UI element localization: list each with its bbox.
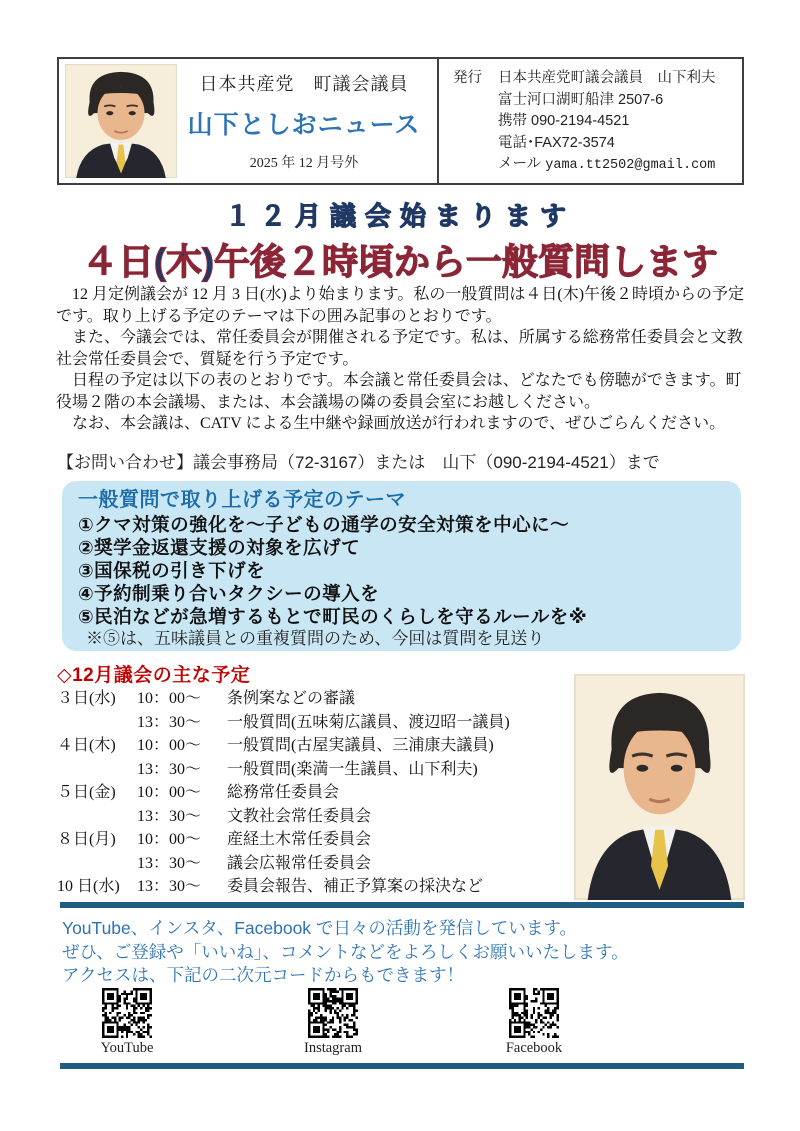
schedule-row — [57, 687, 557, 711]
body-paragraph: また、今議会では、常任委員会が開催される予定です。私は、所属する総務常任委員会と文教社会常任委員会で、質疑を行う予定です。 — [56, 329, 743, 368]
schedule-desc: 条例案などの審議 — [227, 690, 356, 707]
portrait-illustration — [574, 674, 745, 900]
newsletter-title: 山下としおニュース — [187, 111, 421, 139]
schedule-time: 13：30～ — [137, 807, 202, 825]
schedule-time: 13：30～ — [137, 760, 202, 778]
body-paragraph: なお、本会議は、CATV による生中継や録画放送が行われますので、ぜひごらんください。 — [72, 415, 726, 432]
facebook-qr-label: Facebook — [505, 1040, 563, 1056]
schedule-time: 10：00～ — [137, 690, 202, 707]
theme-item: ③国保税の引き下げを — [78, 560, 266, 581]
schedule-date — [57, 805, 137, 829]
general-question-theme-box — [62, 481, 741, 651]
sns-line: アクセスは、下記の二次元コードからもできます！ — [62, 965, 464, 985]
main-headline — [0, 196, 800, 285]
publisher-label: 発行 — [453, 70, 482, 86]
header-left-cell — [59, 59, 439, 183]
schedule-desc: 産経土木常任委員会 — [227, 831, 372, 848]
sns-line: ぜひ、ご登録や「いいね」、コメントなどをよろしくお願いいたします。 — [62, 941, 629, 962]
schedule-date — [57, 758, 137, 782]
publisher-email: yama.tt2502@gmail.com — [545, 158, 716, 173]
publisher-address: 富士河口湖町船津 2507-6 — [498, 91, 664, 108]
publisher-info — [439, 59, 742, 183]
schedule-row — [57, 805, 557, 829]
schedule-desc: 一般質問(古屋実議員、三浦康夫議員) — [227, 737, 494, 754]
portrait-illustration — [65, 64, 177, 178]
schedule-row — [57, 781, 557, 805]
schedule-date: ５日(金) — [57, 784, 116, 801]
issue-date: 2025 年 12 月号外 — [249, 156, 359, 171]
schedule-time: 13：30～ — [137, 713, 202, 731]
schedule-row — [57, 828, 557, 852]
instagram-qr-code — [308, 988, 358, 1038]
schedule-time: 10：00～ — [137, 737, 202, 754]
schedule-table — [57, 687, 557, 899]
schedule-date: ４日(木) — [57, 737, 116, 754]
schedule-row — [57, 875, 557, 899]
schedule-date: 10 日(水) — [57, 878, 120, 895]
schedule-section-title: ◇12月議会の主な予定 — [57, 665, 251, 686]
schedule-time: 13：30～ — [137, 878, 202, 895]
theme-box-title: 一般質問で取り上げる予定のテーマ — [78, 489, 406, 511]
theme-item: ①クマ対策の強化を～子どもの通学の安全対策を中心に～ — [78, 514, 570, 535]
youtube-qr-code — [102, 988, 152, 1038]
schedule-time: 10：00～ — [137, 831, 202, 848]
theme-box-note: ※⑤は、五味議員との重複質問のため、今回は質問を見送り — [86, 629, 545, 648]
header-portrait-photo — [65, 64, 177, 178]
headline-line-1: １２月議会始まります — [224, 201, 575, 231]
schedule-date — [57, 852, 137, 876]
publisher-email-row — [453, 154, 742, 177]
divider-bar-top — [60, 902, 744, 908]
schedule-desc: 一般質問(五味菊広議員、渡辺昭一議員) — [227, 713, 510, 731]
schedule-date — [57, 711, 137, 735]
headline-line-2: ４日(木)午後２時頃から一般質問します — [82, 241, 718, 282]
sns-announcement — [62, 917, 629, 988]
theme-item: ⑤民泊などが急増するもとで町民のくらしを守るルールを※ — [78, 606, 588, 627]
theme-item: ②奨学金返還支援の対象を広げて — [78, 537, 361, 558]
schedule-desc: 文教社会常任委員会 — [227, 807, 372, 825]
theme-item: ④予約制乗り合いタクシーの導入を — [78, 583, 380, 604]
body-paragraph: 12 月定例議会が 12 月 3 日(水)より始まります。私の一般質問は４日(木)午後２時頃からの予定です。取り上げる予定のテーマは下の囲み記事のとおりです。 — [56, 286, 745, 325]
instagram-qr-label: Instagram — [304, 1040, 362, 1056]
schedule-desc: 一般質問(楽満一生議員、山下利夫) — [227, 760, 478, 778]
publisher-phone-fax: 電話･FAX72-3574 — [498, 134, 615, 151]
schedule-desc: 議会広報常任委員会 — [227, 854, 372, 872]
header — [57, 57, 744, 185]
schedule-desc: 委員会報告、補正予算案の採決など — [227, 878, 484, 895]
schedule-time: 10：00～ — [137, 784, 202, 801]
schedule-row — [57, 852, 557, 876]
article-body — [56, 284, 746, 435]
schedule-row — [57, 711, 557, 735]
contact-info-line: 【お問い合わせ】議会事務局（72-3167）または 山下（090-2194-4521）まで — [57, 453, 660, 472]
divider-bar-bottom — [60, 1063, 744, 1069]
schedule-time: 13：30～ — [137, 854, 202, 872]
schedule-date: ８日(月) — [57, 831, 116, 848]
youtube-qr-label: YouTube — [100, 1040, 154, 1056]
facebook-qr-code — [509, 988, 559, 1038]
publisher-email-label: メール — [498, 156, 542, 172]
body-paragraph: 日程の予定は以下の表のとおりです。本会議と常任委員会は、どなたでも傍聴ができます。町役場２階の本会議場、または、本会議場の隣の委員会室にお越しください。 — [56, 372, 742, 411]
party-title: 日本共産党 町議会議員 — [199, 74, 409, 94]
publisher-name: 日本共産党町議会議員 山下利夫 — [498, 70, 716, 86]
schedule-row — [57, 758, 557, 782]
portrait-photo — [574, 674, 745, 900]
schedule-date: ３日(水) — [57, 690, 116, 707]
publisher-mobile: 携帯 090-2194-4521 — [498, 113, 630, 129]
schedule-desc: 総務常任委員会 — [227, 784, 340, 801]
header-titles — [177, 70, 431, 172]
sns-line: YouTube、インスタ、Facebook で日々の活動を発信しています。 — [62, 918, 578, 938]
schedule-row — [57, 734, 557, 758]
publisher-name-row — [453, 68, 742, 90]
